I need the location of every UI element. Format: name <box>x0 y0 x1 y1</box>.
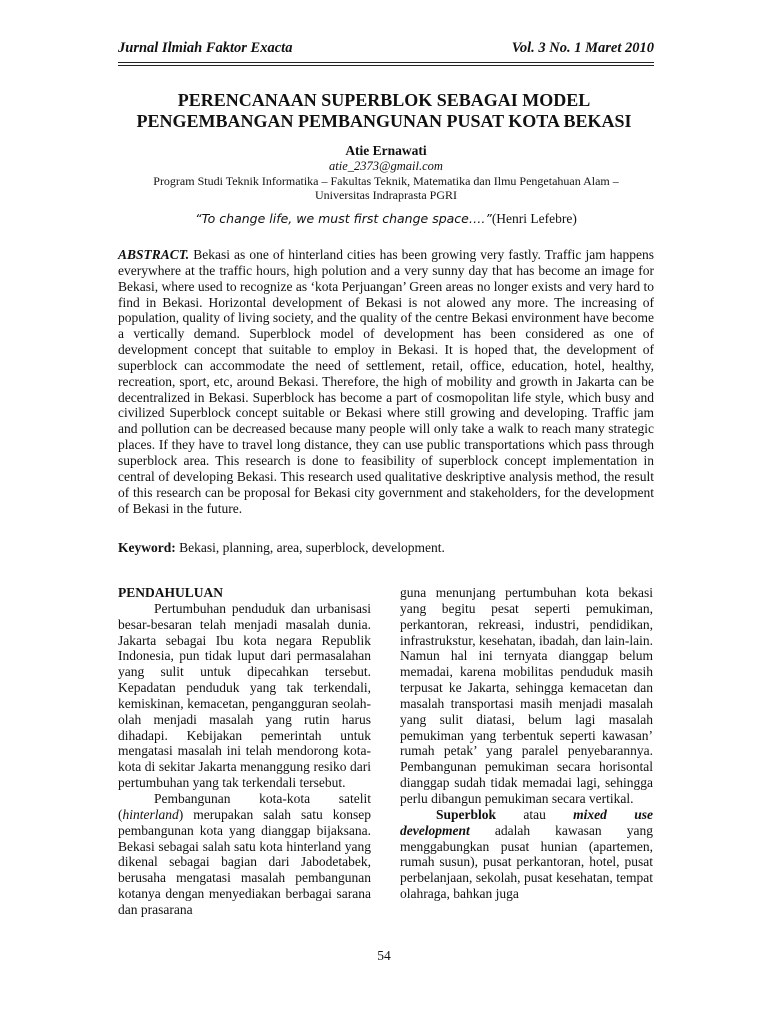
author-affiliation <box>118 174 654 202</box>
title-line-1: PERENCANAAN SUPERBLOK SEBAGAI MODEL <box>177 90 591 110</box>
header-rule-1 <box>118 62 654 63</box>
right-paragraph-1: guna menunjang pertumbuhan kota bekasi yang begitu pesat seperti pemukiman, perkantoran, rekreasi, industri, pendidikan, infrastrukstur, kesehatan, ibadah, dan lain-lain. Namun hal ini ternyata dianggap belum memadai, karena mobilitas penduduk masih terpusat ke Jakarta, sehingga kemacetan dan masalah transportasi masih menjadi masalah yang sulit diatasi, belum lagi masalah pemukiman yang terbentuk seperti kawasan’ rumah petak’ yang paralel penyebarannya. Pembangunan pemukiman secara horisontal dianggap sudah tidak memadai lagi, sehingga perlu dibangun pemukiman secara vertikal. <box>400 585 653 806</box>
epigraph-text: “To change life, we must first change space….” <box>195 211 492 226</box>
section-heading: PENDAHULUAN <box>118 585 224 600</box>
paragraph-2 <box>118 791 371 918</box>
keyword-label: Keyword: <box>118 540 176 555</box>
volume-info: Vol. 3 No. 1 Maret 2010 <box>511 40 654 56</box>
author-email: atie_2373@gmail.com <box>329 159 443 173</box>
keyword-text: Bekasi, planning, area, superblock, development. <box>179 540 445 555</box>
mixed-use-term: mixed use development <box>400 806 653 838</box>
author-name: Atie Ernawati <box>345 143 427 158</box>
paragraph-2-start: Pembangunan kota-kota satelit ( <box>118 790 371 822</box>
paper-title <box>100 90 668 132</box>
abstract <box>118 247 654 516</box>
title-line-2: PENGEMBANGAN PEMBANGUNAN PUSAT KOTA BEKASI <box>136 111 632 131</box>
right-paragraph-2-a: atau <box>496 806 574 822</box>
left-column <box>118 585 371 918</box>
running-header <box>118 40 654 57</box>
abstract-text: Bekasi as one of hinterland cities has been growing very fastly. Traffic jam happens everywhere at the traffic hours, high polution and a very sunny day that has become an image for Bekasi, where used to recognize as ‘kota Perjuangan’ Green areas no longer exists and very hard to find in Bekasi. Horizontal development of Bekasi is not alowed any more. The increasing of population, quality of living society, and the quality of the centre Bekasi environment have become a vertically demand. Superblock model of development has been considered as one of development concept that suitable to employ in Bekasi. It is hoped that, the development of superblock can accommodate the need of settlement, retail, office, education, hotel, healthy, recreation, sport, etc, around Bekasi. Therefore, the high of mobility and growth in Jakarta can be decentralized in Bekasi. Superblock has become a part of cosmopolitan life style, which busy and civilized Superblock concept suitable or Bekasi where still growing and developing. Traffic jam and pollution can be decreased because many people will only take a walk to reach many strategic places. If they have to travel long distance, they can use public transportations which pass through superblock area. This research is done to feasibility of superblock concept implementation in central of developing Bekasi. This research used qualitative deskriptive analysis method, the result of this research can be proposal for Bekasi city government and stakeholders, for the development of Bekasi in the future. <box>118 247 655 516</box>
paragraph-2-italic: hinterland <box>122 806 179 822</box>
epigraph <box>118 211 654 227</box>
paragraph-2-rest: ) merupakan salah satu konsep pembangunan kota yang dianggap bijaksana. Bekasi sebagai salah satu kota hinterland yang dikenal sebagai bagian dari Jabodetabek, berusaha mengatasi masalah pembangunan kotanya dengan menyediakan berbagai sarana dan prasarana <box>118 806 371 917</box>
right-paragraph-2-rest: adalah kawasan yang menggabungkan pusat hunian (apartemen, rumah susun), pusat perkantoran, hotel, pusat perbelanjaan, sekolah, pusat kesehatan, tempat olahraga, bahkan juga <box>400 822 653 902</box>
superblok-term: Superblok <box>436 806 497 822</box>
header-rule-2 <box>118 65 654 66</box>
journal-name: Jurnal Ilmiah Faktor Exacta <box>118 40 293 56</box>
paragraph-1: Pertumbuhan penduduk dan urbanisasi besar-besaran telah menjadi masalah dunia. Jakarta sebagai Ibu kota negara Republik Indonesia, pun tidak luput dari permasalahan yang sulit untuk dipecahkan tersebut. Kepadatan penduduk yang tak terkendali, kemiskinan, kemacetan, pengangguran seolah-olah menjadi masalah yang rutin harus dihadapi. Kebijakan pemerintah untuk mengatasi masalah ini telah mendorong kota-kota di sekitar Jakarta menanggung resiko dari pertumbuhan yang tak terkendali tersebut. <box>118 600 371 791</box>
affiliation-line-1: Program Studi Teknik Informatika – Fakultas Teknik, Matematika dan Ilmu Pengetahuan Alam – <box>153 174 619 188</box>
abstract-label: ABSTRACT. <box>118 247 190 262</box>
keywords <box>118 540 654 556</box>
epigraph-source: (Henri Lefebre) <box>491 211 577 226</box>
affiliation-line-2: Universitas Indraprasta PGRI <box>315 188 457 202</box>
right-paragraph-2 <box>400 807 653 902</box>
right-column <box>400 585 653 902</box>
page-number: 54 <box>377 948 391 963</box>
